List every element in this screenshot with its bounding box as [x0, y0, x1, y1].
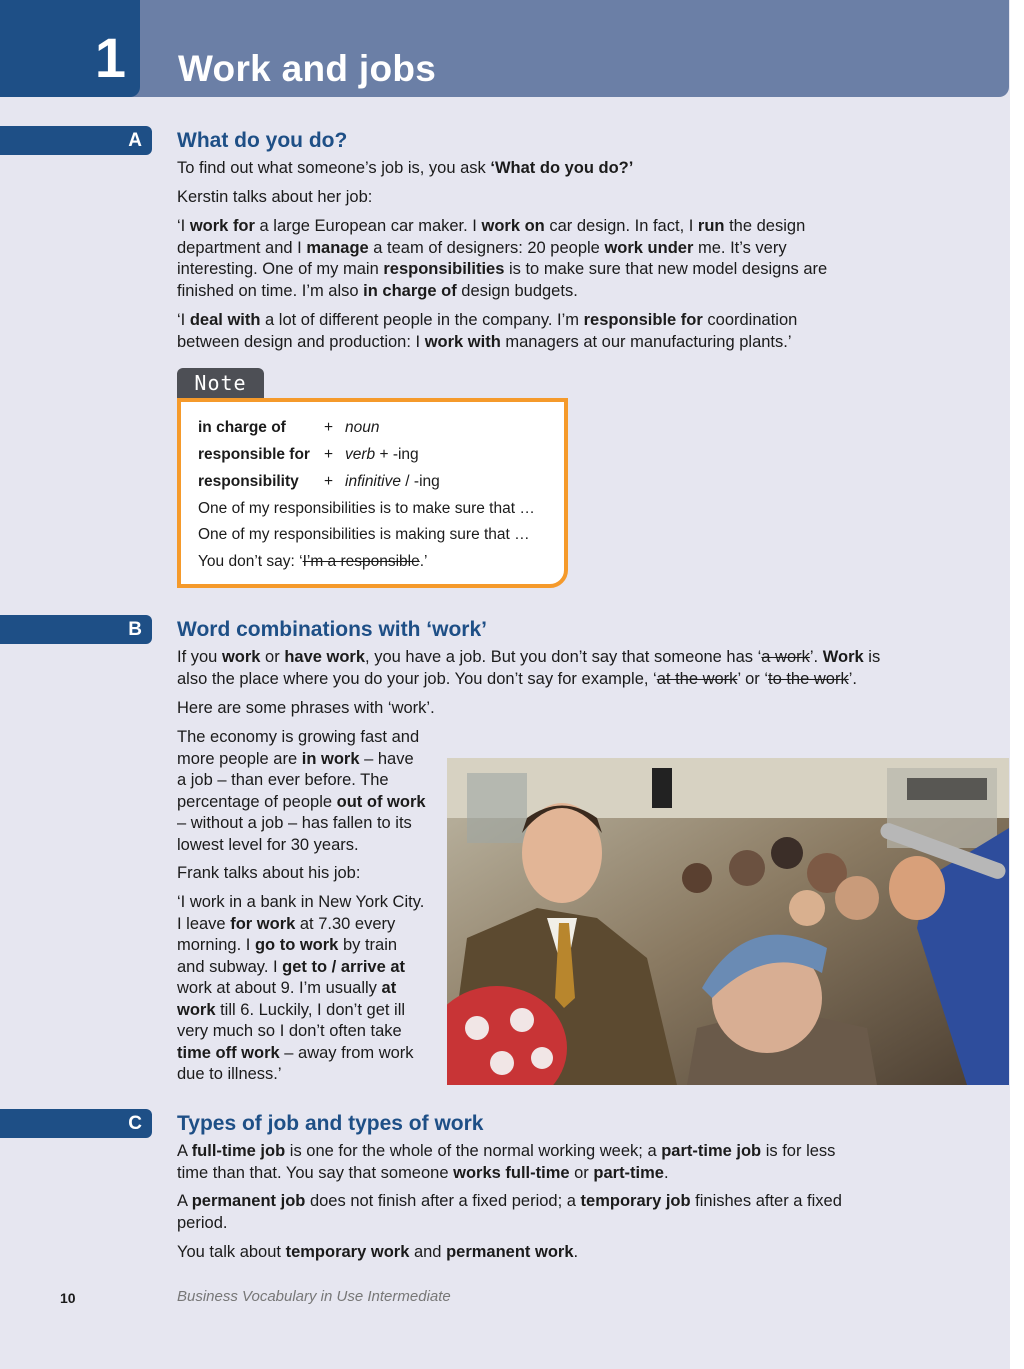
text-run: ‘I: [177, 217, 190, 235]
intro-question: ‘What do you do?’: [490, 159, 634, 177]
note-row: [198, 418, 379, 438]
text-run: ‘I: [177, 311, 190, 329]
bold-term: permanent work: [446, 1243, 574, 1261]
incorrect-usage: a work: [761, 648, 810, 666]
bold-term: in work: [301, 749, 360, 768]
bold-term: works full-time: [453, 1163, 570, 1182]
bold-term: run: [697, 217, 725, 235]
text-run: You don’t say: ‘: [198, 553, 303, 570]
note-row: [198, 445, 419, 465]
unit-title: Work and jobs: [178, 48, 437, 89]
italic-term: noun: [345, 419, 380, 436]
text-run: If you: [177, 648, 222, 666]
text-run: is for less time than that. You say that someone: [177, 1142, 836, 1182]
text-run: a lot of different people in the company. I’m: [260, 311, 584, 329]
italic-term: infinitive: [345, 473, 401, 490]
incorrect-usage: to the work: [768, 669, 849, 688]
bold-term: work on: [481, 217, 545, 235]
text-run: A: [177, 1192, 192, 1210]
text-run: design budgets.: [456, 281, 578, 300]
bold-term: have work: [284, 648, 366, 666]
book-title: Business Vocabulary in Use Intermediate: [177, 1288, 451, 1305]
italic-term: verb: [345, 446, 376, 463]
text-run: .: [663, 1163, 669, 1182]
phrases-intro: Here are some phrases with ‘work’.: [177, 699, 435, 717]
text-run: does not finish after a fixed period; a: [305, 1192, 581, 1210]
text-run: the design department and I: [177, 217, 806, 257]
text-run: , you have a job. But you don’t say that someone has ‘: [365, 648, 762, 666]
fulltime-paragraph: [177, 1141, 867, 1184]
section-b-tab: [0, 615, 152, 644]
text-run: The economy is growing fast and more people are: [177, 728, 420, 768]
note-plus: +: [324, 419, 334, 436]
bold-term: work: [221, 648, 261, 666]
text-run: a large European car maker. I: [254, 217, 482, 235]
kerstin-intro: Kerstin talks about her job:: [177, 188, 373, 206]
note-box: [177, 398, 568, 588]
section-letter: B: [128, 619, 142, 640]
section-a-intro: [177, 158, 897, 180]
text-run: ’.: [848, 669, 857, 688]
bold-term: full-time job: [191, 1142, 286, 1160]
incorrect-usage: I’m a responsible: [302, 553, 420, 570]
section-letter: C: [128, 1113, 142, 1134]
bold-term: part-time job: [661, 1142, 762, 1160]
text-run: – away from work due to illness.’: [177, 1043, 414, 1083]
kerstin-quote-1: [177, 216, 847, 302]
note-plus: +: [324, 473, 334, 490]
bold-term: Work: [822, 648, 864, 666]
bold-term: permanent job: [191, 1192, 306, 1210]
text-run: or: [569, 1163, 594, 1182]
kerstin-quote-2: [177, 310, 847, 353]
text-run: + -ing: [375, 446, 419, 463]
bold-term: get to / arrive at: [282, 957, 406, 976]
bold-term: in charge of: [363, 281, 457, 300]
bold-term: work for: [189, 217, 255, 235]
text-run: is also the place where you do your job. You don’t say for example, ‘: [177, 648, 881, 688]
section-c-tab: [0, 1109, 152, 1138]
note-example: One of my responsibilities is making sure that …: [198, 526, 530, 543]
unit-header: [0, 0, 1009, 97]
text-run: .: [573, 1243, 579, 1261]
text-run: and: [409, 1243, 447, 1261]
section-a-tab: [0, 126, 152, 155]
note-example: One of my responsibilities is to make sure that …: [198, 500, 535, 517]
note-pattern: [345, 473, 440, 490]
section-c-heading: Types of job and types of work: [177, 1112, 484, 1135]
economy-paragraph: [177, 727, 427, 856]
text-run: is to make sure that new model designs are finished on time. I’m also: [177, 260, 828, 300]
text-run: managers at our manufacturing plants.’: [500, 332, 792, 351]
text-run: ’ or ‘: [737, 669, 768, 688]
bold-term: temporary work: [285, 1243, 410, 1261]
text-run: me. It’s very interesting. One of my main: [177, 238, 787, 278]
section-b-heading: Word combinations with ‘work’: [177, 618, 487, 641]
section-a-heading: What do you do?: [177, 129, 348, 152]
bold-term: responsible for: [583, 311, 703, 329]
text-run: / -ing: [401, 473, 440, 490]
text-run: finishes after a fixed period.: [177, 1192, 842, 1232]
note-term: responsibility: [198, 473, 299, 490]
bold-term: responsibilities: [383, 260, 505, 278]
note-tag: Note: [177, 368, 264, 399]
text-run: A: [177, 1142, 192, 1160]
bold-term: temporary job: [580, 1192, 691, 1210]
intro-text: To find out what someone’s job is, you ask: [177, 159, 491, 177]
permanent-paragraph: [177, 1191, 867, 1234]
text-run: work at about 9. I’m usually: [177, 979, 382, 997]
text-run: by train and subway. I: [177, 936, 398, 976]
page-margin: [1010, 0, 1024, 1369]
section-b-intro: [177, 647, 895, 690]
text-run: ’.: [809, 648, 823, 666]
note-warning: [198, 552, 427, 572]
bold-term: manage: [306, 238, 369, 257]
bold-term: go to work: [254, 936, 339, 954]
bold-term: deal with: [189, 311, 261, 329]
bold-term: work under: [604, 238, 694, 257]
frank-intro: Frank talks about his job:: [177, 864, 361, 882]
text-run: – have a job – than ever before. The percentage of people: [177, 749, 414, 811]
text-run: car design. In fact, I: [544, 217, 698, 235]
text-run: is one for the whole of the normal working week; a: [285, 1142, 662, 1160]
text-run: ‘I work in a bank in New York City. I leave: [177, 893, 425, 933]
bold-term: at work: [177, 979, 397, 1019]
text-run: .’: [419, 553, 428, 570]
unit-number-box: [0, 0, 140, 97]
bold-term: for work: [230, 914, 296, 933]
bold-term: part-time: [593, 1163, 664, 1182]
page-number: 10: [60, 1290, 76, 1306]
text-run: – without a job – has fallen to its lowest level for 30 years.: [177, 814, 412, 854]
subway-commuters-photo: [447, 758, 1009, 1085]
note-term: responsible for: [198, 446, 310, 463]
incorrect-usage: at the work: [656, 669, 738, 688]
note-term: in charge of: [198, 419, 286, 436]
temporary-work-paragraph: [177, 1242, 897, 1264]
note-pattern: [345, 446, 419, 463]
note-row: [198, 472, 440, 492]
frank-quote: [177, 892, 427, 1086]
text-run: till 6. Luckily, I don’t get ill very much so I don’t often take: [177, 1000, 406, 1040]
text-run: or: [260, 648, 285, 666]
bold-term: time off work: [177, 1043, 280, 1062]
note-pattern: [345, 419, 379, 436]
text-run: a team of designers: 20 people: [368, 238, 605, 257]
bold-term: out of work: [336, 792, 426, 811]
unit-number: 1: [94, 26, 126, 89]
text-run: coordination between design and production: I: [177, 311, 798, 351]
section-letter: A: [128, 130, 142, 151]
note-plus: +: [324, 446, 334, 463]
text-run: You talk about: [177, 1243, 286, 1261]
bold-term: work with: [424, 332, 501, 351]
text-run: at 7.30 every morning. I: [177, 914, 396, 954]
